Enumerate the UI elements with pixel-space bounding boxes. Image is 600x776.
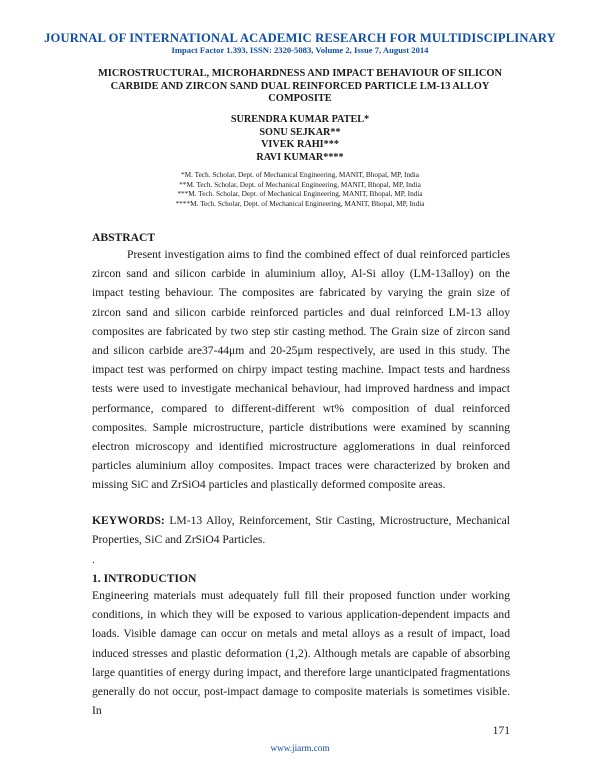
affiliation: *M. Tech. Scholar, Dept. of Mechanical Engineering, MANIT, Bhopal, MP, India	[180, 170, 420, 179]
introduction-heading: 1. INTRODUCTION	[92, 572, 197, 585]
journal-title: JOURNAL OF INTERNATIONAL ACADEMIC RESEARCH FOR MULTIDISCIPLINARY	[44, 31, 556, 45]
author-name: SONU SEJKAR**	[259, 126, 341, 138]
page-number: 171	[492, 724, 510, 737]
stray-mark: .	[92, 553, 95, 566]
author-list	[0, 114, 600, 164]
affiliation-list	[0, 170, 600, 208]
introduction-text: Engineering materials must adequately full fill their proposed function under working conditions, in which they will be exposed to various application-dependent impacts and loads. Visible damage can occur on metals and metal alloys as a result of impact, load induced stresses and plastic deformation (1,2). Although metals are capable of absorbing large quantities of energy during impact, and therefore large unanticipated fragmentations generally do not occur, post-impact damage to composite materials is sometimes visible. In	[92, 589, 510, 718]
affiliation: ***M. Tech. Scholar, Dept. of Mechanical Engineering, MANIT, Bhopal, MP, India	[177, 189, 423, 199]
footer-website[interactable]: www.jiarm.com	[270, 743, 330, 753]
journal-meta: Impact Factor 1.393, ISSN: 2320-5083, Volume 2, Issue 7, August 2014	[171, 45, 429, 55]
author-name: SURENDRA KUMAR PATEL*	[230, 114, 370, 125]
affiliation: ****M. Tech. Scholar, Dept. of Mechanical Engineering, MANIT, Bhopal, MP, India	[175, 198, 425, 208]
author-name: RAVI KUMAR****	[256, 151, 344, 163]
keywords	[92, 511, 510, 549]
abstract-text: Present investigation aims to find the combined effect of dual reinforced particles zircon sand and silicon carbide in aluminium alloy, Al-Si alloy (LM-13alloy) on the impact testing behaviour. The composites are fabricated by varying the grain size of zircon sand and silicon carbide reinforced particles and dual reinforced LM-13 alloy composites are fabricated by two step stir casting method. The Grain size of zircon sand and silicon carbide are37-44μm and 20-25μm respectively, are used in this study. The impact test was performed on chirpy impact testing machine. Impact tests and hardness tests were used to investigate mechanical behaviour, had improved hardness and impact performance, compared to different-different wt% composition of dual reinforced composites. Sample microstructure, particle distributions were examined by scanning electron microscopy and identified microstructure agglomerations in dual reinforced particles aluminium alloy composites. Impact traces were characterized by broken and missing SiC and ZrSiO4 particles and plastically deformed composite areas.	[92, 248, 510, 492]
paper-title: MICROSTRUCTURAL, MICROHARDNESS AND IMPACT BEHAVIOUR OF SILICON CARBIDE AND ZIRCON SAND DUAL REINFORCED PARTICLE LM-13 ALLOY COMPOSITE	[97, 68, 503, 105]
author-name: VIVEK RAHI***	[261, 139, 339, 151]
affiliation: **M. Tech. Scholar, Dept. of Mechanical Engineering, MANIT, Bhopal, MP, India	[179, 179, 421, 189]
keywords-text: LM-13 Alloy, Reinforcement, Stir Casting, Microstructure, Mechanical Properties, SiC and ZrSiO4 Particles.	[92, 514, 510, 547]
keywords-label: KEYWORDS:	[92, 514, 165, 527]
abstract-heading: ABSTRACT	[92, 231, 156, 244]
